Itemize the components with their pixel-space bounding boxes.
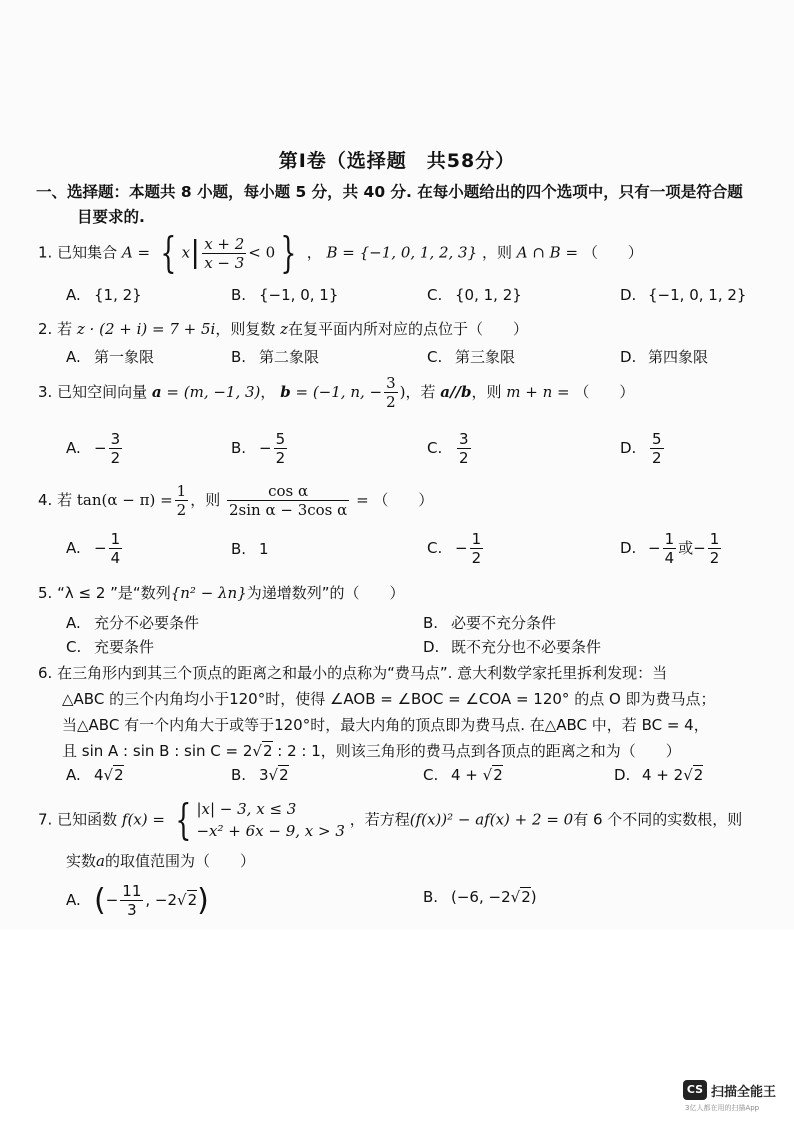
q2-text-3: 在复平面内所对应的点位于（ ）	[288, 320, 529, 338]
option-fraction	[109, 530, 123, 567]
option-label: D.	[423, 638, 440, 656]
q3-option-b	[231, 430, 289, 467]
option-close-paren: )	[530, 888, 537, 906]
option-value: {−1, 0, 1}	[259, 286, 339, 304]
q4-equals: =	[356, 491, 369, 509]
option-label: D.	[620, 286, 637, 304]
q4-option-b	[231, 540, 269, 558]
option-numerator: 5	[652, 430, 662, 448]
option-value: {0, 1, 2}	[455, 286, 522, 304]
q1-var-x: x	[181, 243, 191, 262]
option-denominator: 2	[110, 449, 121, 467]
q7-var-a: a	[96, 852, 105, 870]
option-label: C.	[427, 439, 443, 457]
q7-option-a: A. (− $\frac{11}{3}$ , −2√2)	[66, 882, 209, 919]
q7-text-1: 已知函数	[57, 810, 118, 829]
option-sign: −	[259, 439, 272, 457]
question-6	[38, 660, 760, 764]
question-5	[38, 582, 405, 603]
option-numerator: 11	[122, 882, 142, 900]
scanner-tagline: 3亿人都在用的扫描App	[685, 1104, 760, 1112]
q2-number: 2.	[38, 320, 53, 338]
q1-equals: =	[137, 243, 151, 262]
question-3	[38, 374, 634, 411]
q1-set-a-symbol: A	[121, 243, 133, 262]
option-label: B.	[231, 439, 247, 457]
q1-frac-denominator: x − 3	[204, 253, 245, 272]
q5-text-1: “λ ≤ 2 ”是“数列	[57, 584, 171, 602]
q3-b-denominator: 2	[386, 393, 396, 411]
q7-option-b: B. (−6, −2√2)	[423, 888, 537, 906]
option-value: 1	[259, 540, 269, 558]
option-fraction	[650, 430, 664, 467]
option-value: {1, 2}	[94, 286, 142, 304]
option-numerator: 3	[110, 430, 121, 448]
option-prefix: 4 +	[451, 766, 483, 784]
q1-bar: |	[190, 235, 201, 270]
q3-vector-b-post: )	[399, 383, 406, 401]
q4-text-1: 若	[57, 491, 73, 509]
option-label: B.	[231, 348, 247, 366]
q3-option-a	[66, 430, 124, 467]
option-label: C.	[427, 348, 443, 366]
question-2	[38, 318, 528, 339]
q6-option-a: A. 4√2	[66, 766, 124, 784]
option-value: 必要不充分条件	[451, 614, 557, 632]
question-4	[38, 482, 433, 519]
section-line-2: 目要求的.	[77, 208, 145, 226]
option-value: 充分不必要条件	[94, 614, 200, 632]
scanner-app-name: 扫描全能王	[711, 1085, 777, 1100]
q7-cases	[196, 798, 344, 842]
option-label: C.	[66, 638, 82, 656]
option-value: {−1, 0, 1, 2}	[648, 286, 747, 304]
q1-set-b: B = {−1, 0, 1, 2, 3}	[326, 243, 478, 262]
option-radicand: 2	[493, 766, 503, 784]
q7-line-2-b: 的取值范围为（ ）	[104, 852, 255, 870]
option-numerator: 1	[110, 530, 121, 548]
option-label: A.	[66, 439, 81, 457]
q2-option-b	[231, 346, 319, 367]
option-label: A.	[66, 286, 81, 304]
q6-line-4-radicand: 2	[262, 742, 273, 760]
option-label: A.	[66, 766, 81, 784]
option-label: D.	[620, 539, 637, 557]
option-label: A.	[66, 539, 81, 557]
option-label: B.	[231, 766, 247, 784]
option-mid: , −2	[145, 891, 178, 909]
question-7	[38, 795, 743, 844]
q7-text-3: 有 6 个不同的实数根，则	[573, 810, 743, 829]
option-sign: −	[94, 439, 107, 457]
q4-tan-denominator: 2	[176, 501, 187, 519]
option-sign-2: −	[693, 539, 706, 557]
option-label: A.	[66, 614, 81, 632]
option-close-paren: )	[197, 882, 209, 918]
option-fraction	[470, 530, 484, 567]
q6-option-b: B. 3√2	[231, 766, 289, 784]
q4-option-c	[427, 530, 485, 567]
option-denominator: 4	[664, 549, 675, 567]
option-numerator: 3	[459, 430, 469, 448]
question-1	[38, 228, 643, 277]
q4-option-d	[620, 530, 723, 567]
q7-text-2: ，若方程	[349, 810, 410, 829]
option-radicand: 2	[187, 891, 198, 909]
q3-b-numerator: 3	[386, 374, 396, 392]
option-fraction	[274, 430, 288, 467]
option-fraction	[120, 882, 143, 919]
q4-text-2: ，则	[190, 491, 221, 509]
q3-text-3: ，则	[471, 383, 502, 401]
q7-line-2-a: 实数	[66, 852, 97, 870]
option-numerator: 5	[275, 430, 286, 448]
q2-var-z: z	[280, 320, 289, 338]
option-sign: −	[648, 539, 661, 557]
q1-text: 已知集合	[57, 243, 118, 262]
option-radicand: 2	[521, 888, 531, 906]
q7-number: 7.	[38, 810, 53, 829]
page-title: 第Ⅰ卷（选择题 共58分）	[278, 150, 516, 172]
option-label: A.	[66, 891, 81, 909]
q5-option-a	[66, 612, 199, 633]
q7-case-2: −x² + 6x − 9, x > 3	[196, 822, 345, 840]
q5-text-2: 为递增数列”的（ ）	[246, 584, 405, 602]
option-radicand: 2	[279, 766, 289, 784]
option-value: 第四象限	[648, 348, 709, 366]
option-fraction-1	[663, 530, 677, 567]
option-numerator: 1	[664, 530, 675, 548]
q6-option-c: C. 4 + √2	[423, 766, 503, 784]
q3-option-c	[427, 430, 473, 467]
option-denominator: 3	[127, 901, 137, 919]
option-value: 既不充分也不必要条件	[451, 638, 602, 656]
q1-option-c	[427, 286, 522, 304]
option-denominator: 4	[110, 549, 121, 567]
q4-main-fraction	[227, 482, 349, 519]
option-radicand: 2	[114, 766, 124, 784]
option-numerator: 1	[471, 530, 482, 548]
q7-case-1: |x| − 3, x ≤ 3	[196, 800, 297, 818]
q6-line-4-b: : 2 : 1，则该三角形的费马点到各顶点的距离之和为（ ）	[272, 742, 681, 760]
option-denominator: 2	[471, 549, 482, 567]
q7-case-brace: {	[175, 795, 192, 844]
q1-separator: ，	[306, 243, 322, 262]
option-denominator: 2	[459, 449, 469, 467]
q1-less-zero: < 0	[248, 243, 276, 262]
q7-equation: (f(x))² − af(x) + 2 = 0	[409, 810, 574, 829]
q1-option-d	[620, 286, 746, 304]
q4-main-denominator: 2sin α − 3cos α	[229, 501, 348, 519]
option-label: C.	[427, 286, 443, 304]
q4-tan-expression: tan(α − π) =	[76, 491, 173, 509]
option-numerator: 1	[709, 530, 720, 548]
q5-option-b	[423, 612, 556, 633]
option-label: C.	[427, 539, 443, 557]
q2-option-c	[427, 346, 515, 367]
q3-vector-a-def: = (m, −1, 3)	[166, 383, 261, 401]
q4-answer-blank: （ ）	[373, 491, 434, 509]
q1-fraction	[202, 235, 246, 272]
q4-main-numerator: cos α	[227, 482, 349, 501]
q7-line-2	[66, 850, 255, 871]
option-value: 第一象限	[94, 348, 155, 366]
q3-sum: m + n =	[506, 383, 570, 401]
q3-vector-b-pre: = (−1, n, −	[295, 383, 383, 401]
option-label: B.	[231, 540, 247, 558]
option-label: C.	[423, 766, 439, 784]
q1-option-b	[231, 286, 338, 304]
option-prefix: (−6, −2	[451, 888, 511, 906]
q1-answer-blank: （ ）	[582, 243, 643, 262]
q5-option-d	[423, 636, 601, 657]
option-denominator: 2	[709, 549, 720, 567]
q2-text-2: ，则复数	[215, 320, 276, 338]
q4-tan-numerator: 1	[176, 482, 187, 500]
q3-option-d	[620, 430, 666, 467]
q4-number: 4.	[38, 491, 53, 509]
option-prefix: 4 + 2	[642, 766, 684, 784]
q6-line-2: △ABC 的三个内角均小于120°时，使得 ∠AOB = ∠BOC = ∠COA = 120° 的点 O 即为费马点；	[62, 690, 716, 708]
q1-option-a	[66, 286, 142, 304]
option-label: B.	[231, 286, 247, 304]
q5-option-c	[66, 636, 154, 657]
q6-number: 6.	[38, 664, 53, 682]
q1-frac-numerator: x + 2	[204, 234, 245, 253]
option-label: D.	[614, 766, 631, 784]
option-label: D.	[620, 439, 637, 457]
option-sign: −	[455, 539, 468, 557]
q1-brace-close: }	[280, 228, 297, 277]
q3-vector-a: a	[151, 383, 162, 401]
q4-tan-fraction	[175, 482, 189, 519]
q2-text-1: 若	[57, 320, 73, 338]
q1-number: 1.	[38, 243, 53, 262]
option-fraction-2	[708, 530, 722, 567]
option-label: D.	[620, 348, 637, 366]
q2-expression: z · (2 + i) = 7 + 5i	[76, 320, 216, 338]
option-prefix: 3	[259, 766, 269, 784]
option-value: 第三象限	[455, 348, 516, 366]
q6-line-4: 且 sin A : sin B : sin C = 2√2 : 2 : 1，则该三角形的费马点到各顶点的距离之和为（ ）	[62, 742, 681, 760]
q3-separator: ，	[260, 383, 276, 401]
q3-b-fraction	[384, 374, 398, 411]
q5-number: 5.	[38, 584, 53, 602]
q1-brace-open: {	[160, 228, 177, 277]
q5-sequence: {n² − λn}	[170, 584, 247, 602]
q3-text-2: ，若	[405, 383, 436, 401]
option-denominator: 2	[275, 449, 286, 467]
scanner-watermark	[683, 1080, 793, 1120]
option-label: A.	[66, 348, 81, 366]
scanner-logo-icon: CS	[683, 1080, 707, 1100]
option-sign: −	[105, 891, 119, 909]
q2-option-d	[620, 346, 708, 367]
option-label: B.	[423, 614, 439, 632]
option-prefix: 4	[94, 766, 104, 784]
option-value: 第二象限	[259, 348, 320, 366]
q7-function: f(x) =	[121, 810, 165, 829]
option-label: B.	[423, 888, 439, 906]
q6-line-3: 当△ABC 有一个内角大于或等于120°时，最大内角的顶点即为费马点. 在△ABC 中，若 BC = 4，	[62, 716, 709, 734]
q3-text-1: 已知空间向量	[57, 383, 148, 401]
option-fraction	[457, 430, 471, 467]
option-value: 充要条件	[94, 638, 155, 656]
q3-vector-b: b	[280, 383, 291, 401]
q4-option-a	[66, 530, 124, 567]
option-denominator: 2	[652, 449, 662, 467]
q3-parallel: a//b	[440, 383, 472, 401]
q1-tail: ，则	[481, 243, 512, 262]
q2-option-a	[66, 346, 154, 367]
option-or: 或	[678, 539, 694, 557]
section-line-1: 一、选择题：本题共 8 小题，每小题 5 分，共 40 分. 在每小题给出的四个选项中，只有一项是符合题	[36, 183, 743, 201]
q6-line-1	[38, 660, 760, 686]
q3-number: 3.	[38, 383, 53, 401]
q1-intersection: A ∩ B =	[516, 243, 579, 262]
q6-option-d: D. 4 + 2√2	[614, 766, 704, 784]
q6-line-4-a: 且 sin A : sin B : sin C = 2	[62, 742, 253, 760]
q3-answer-blank: （ ）	[574, 383, 635, 401]
option-fraction	[109, 430, 123, 467]
option-radicand: 2	[693, 766, 704, 784]
option-open-paren: (	[94, 882, 106, 918]
q6-line-1-text: 在三角形内到其三个顶点的距离之和最小的点称为“费马点”. 意大利数学家托里拆利发现：当	[57, 664, 668, 682]
section-heading	[36, 180, 776, 230]
option-sign: −	[94, 539, 107, 557]
